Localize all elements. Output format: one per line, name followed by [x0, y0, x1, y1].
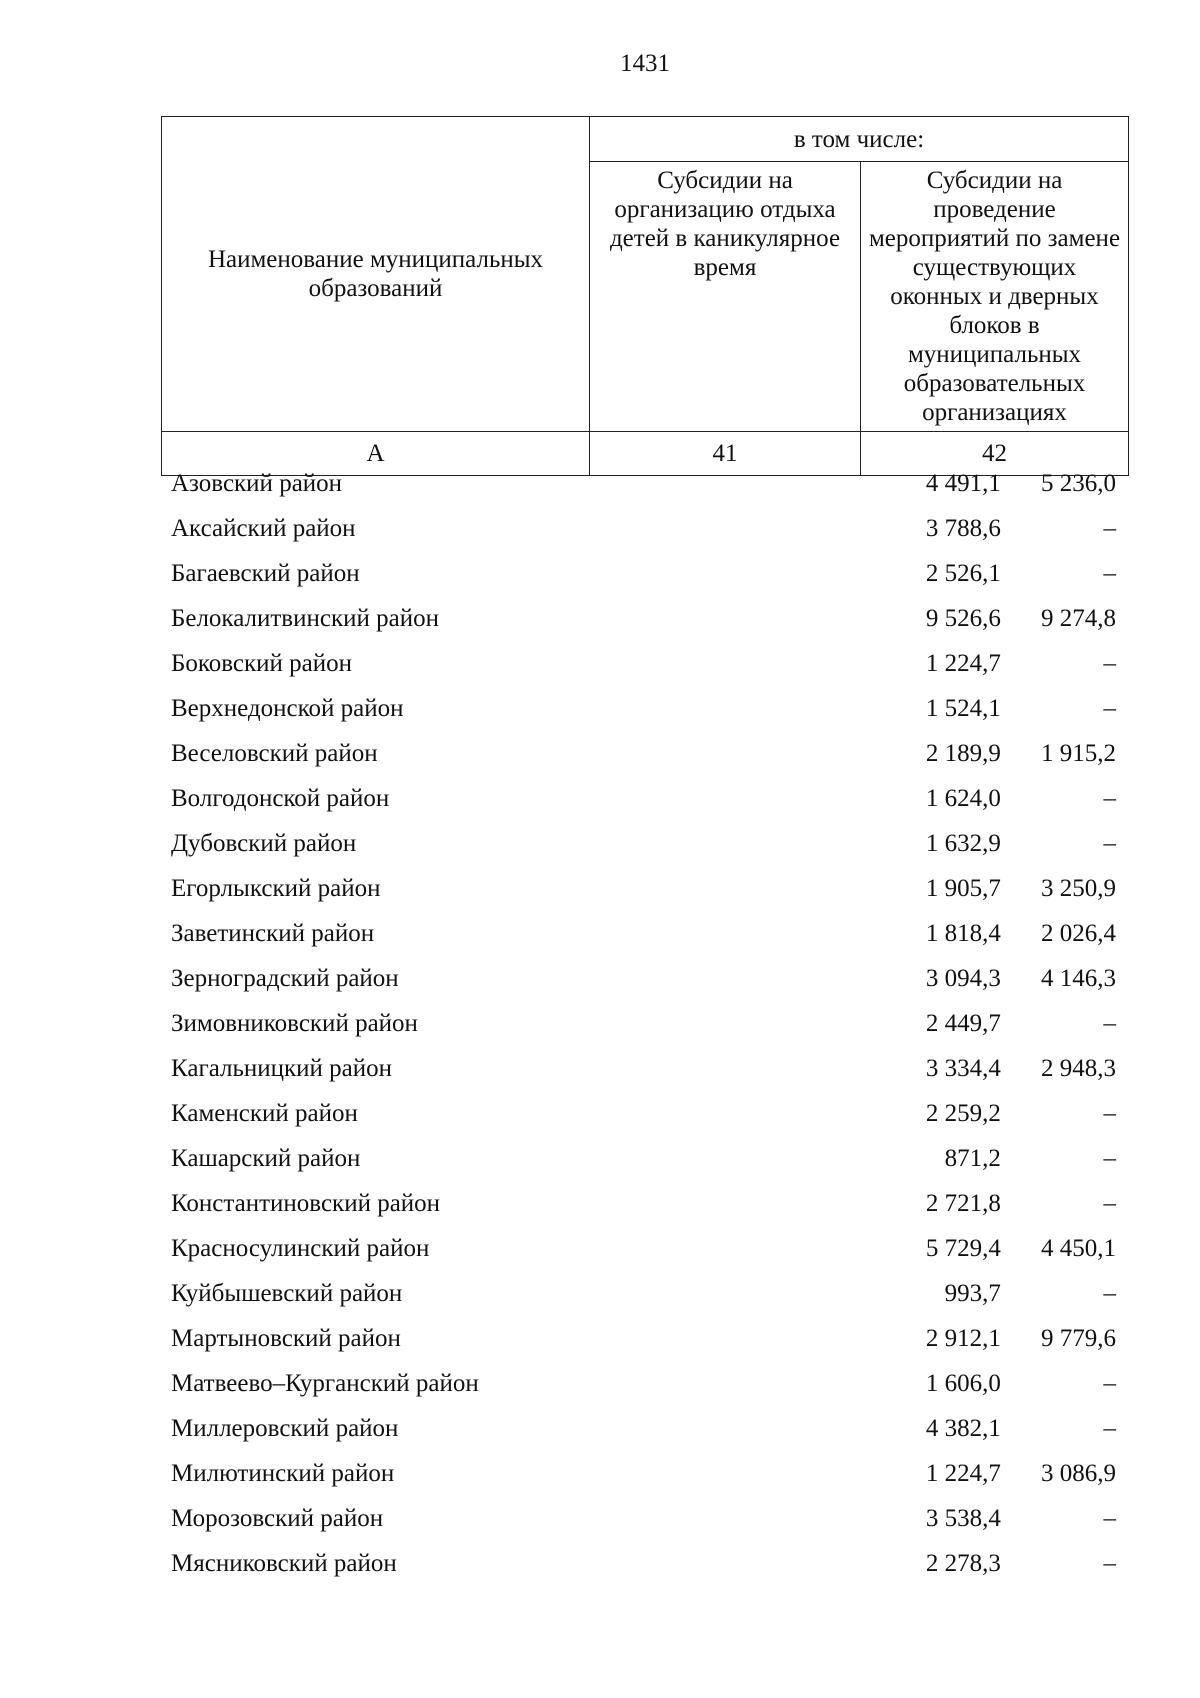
- table-row: [161, 1046, 1128, 1091]
- row-value-41: 4 382,1: [925, 1415, 1001, 1442]
- row-value-42: –: [1103, 560, 1116, 587]
- header-num-42: 42: [861, 432, 1129, 476]
- table-row: [161, 1361, 1128, 1406]
- table-row: [161, 956, 1128, 1001]
- row-value-42: –: [1103, 1280, 1116, 1307]
- page-number: 1431: [620, 50, 670, 77]
- table-row: [161, 686, 1128, 731]
- header-num-41: 41: [590, 432, 861, 476]
- row-value-42: –: [1103, 1505, 1116, 1532]
- row-value-42: –: [1103, 1010, 1116, 1037]
- row-name: Красносулинский район: [171, 1235, 430, 1262]
- row-name: Милютинский район: [171, 1460, 395, 1487]
- row-value-42: –: [1103, 650, 1116, 677]
- row-name: Боковский район: [171, 650, 352, 677]
- row-name: Багаевский район: [171, 560, 360, 587]
- table-row: [161, 1136, 1128, 1181]
- row-value-41: 2 278,3: [925, 1550, 1001, 1577]
- table-row: [161, 776, 1128, 821]
- row-value-41: 3 538,4: [925, 1505, 1001, 1532]
- row-name: Морозовский район: [171, 1505, 384, 1532]
- header-col-42: Субсидии на проведение мероприятий по замене существующих оконных и дверных блоков в муниципальных образовательных организациях: [861, 162, 1129, 432]
- table-row: [161, 1226, 1128, 1271]
- table-row: [161, 1181, 1128, 1226]
- row-name: Константиновский район: [171, 1190, 441, 1217]
- table-row: [161, 1001, 1128, 1046]
- table-row: [161, 821, 1128, 866]
- table-row: [161, 461, 1128, 506]
- row-value-41: 1 905,7: [925, 875, 1001, 902]
- row-name: Заветинский район: [171, 920, 375, 947]
- row-value-42: 2 948,3: [1041, 1055, 1116, 1082]
- row-value-41: 3 094,3: [925, 965, 1001, 992]
- header-name-column: Наименование муниципальных образований: [162, 117, 590, 432]
- row-name: Веселовский район: [171, 740, 378, 767]
- row-value-42: –: [1103, 1190, 1116, 1217]
- row-name: Аксайский район: [171, 515, 356, 542]
- row-value-41: 3 334,4: [925, 1055, 1001, 1082]
- table-header: [161, 116, 1129, 476]
- row-name: Зимовниковский район: [171, 1010, 418, 1037]
- row-value-42: 4 450,1: [1041, 1235, 1116, 1262]
- table-row: [161, 866, 1128, 911]
- table-row: [161, 1541, 1128, 1586]
- row-value-41: 1 224,7: [925, 650, 1001, 677]
- table-row: [161, 641, 1128, 686]
- row-value-42: –: [1103, 1145, 1116, 1172]
- row-name: Каменский район: [171, 1100, 358, 1127]
- row-value-41: 993,7: [944, 1280, 1001, 1307]
- table-row: [161, 911, 1128, 956]
- row-value-41: 3 788,6: [925, 515, 1001, 542]
- row-value-42: 9 779,6: [1041, 1325, 1116, 1352]
- header-group-label: в том числе:: [590, 117, 1129, 162]
- row-value-42: 1 915,2: [1041, 740, 1116, 767]
- row-value-41: 1 818,4: [925, 920, 1001, 947]
- row-value-42: –: [1103, 515, 1116, 542]
- row-value-42: 9 274,8: [1041, 605, 1116, 632]
- row-value-42: –: [1103, 785, 1116, 812]
- row-value-41: 1 606,0: [925, 1370, 1001, 1397]
- row-name: Зерноградский район: [171, 965, 399, 992]
- row-value-41: 1 224,7: [925, 1460, 1001, 1487]
- row-value-42: –: [1103, 1100, 1116, 1127]
- row-value-42: 3 086,9: [1041, 1460, 1116, 1487]
- header-col-41: Субсидии на организацию отдыха детей в каникулярное время: [590, 162, 861, 432]
- row-value-42: –: [1103, 695, 1116, 722]
- row-value-41: 2 526,1: [925, 560, 1001, 587]
- table-row: [161, 1496, 1128, 1541]
- row-name: Матвеево–Курганский район: [171, 1370, 479, 1397]
- row-value-41: 5 729,4: [925, 1235, 1001, 1262]
- row-value-42: –: [1103, 830, 1116, 857]
- row-value-41: 2 189,9: [925, 740, 1001, 767]
- row-name: Белокалитвинский район: [171, 605, 439, 632]
- row-name: Миллеровский район: [171, 1415, 399, 1442]
- row-value-42: –: [1103, 1550, 1116, 1577]
- table-body: [161, 461, 1128, 1586]
- row-value-41: 2 449,7: [925, 1010, 1001, 1037]
- header-num-a: А: [162, 432, 590, 476]
- row-name: Азовский район: [171, 470, 343, 497]
- row-value-42: –: [1103, 1370, 1116, 1397]
- row-name: Мартыновский район: [171, 1325, 401, 1352]
- row-value-41: 2 912,1: [925, 1325, 1001, 1352]
- row-value-41: 1 624,0: [925, 785, 1001, 812]
- row-name: Кашарский район: [171, 1145, 361, 1172]
- row-value-41: 4 491,1: [925, 470, 1001, 497]
- row-value-41: 871,2: [944, 1145, 1001, 1172]
- table-row: [161, 1451, 1128, 1496]
- table-row: [161, 731, 1128, 776]
- row-value-42: 2 026,4: [1041, 920, 1116, 947]
- table-row: [161, 506, 1128, 551]
- row-value-41: 2 259,2: [925, 1100, 1001, 1127]
- table-row: [161, 1091, 1128, 1136]
- row-value-41: 1 524,1: [925, 695, 1001, 722]
- row-name: Егорлыкский район: [171, 875, 381, 902]
- row-value-42: 3 250,9: [1041, 875, 1116, 902]
- table-row: [161, 551, 1128, 596]
- table-row: [161, 1406, 1128, 1451]
- table-row: [161, 1316, 1128, 1361]
- row-value-42: 4 146,3: [1041, 965, 1116, 992]
- row-name: Кагальницкий район: [171, 1055, 393, 1082]
- row-name: Куйбышевский район: [171, 1280, 403, 1307]
- row-value-41: 2 721,8: [925, 1190, 1001, 1217]
- table-row: [161, 596, 1128, 641]
- row-name: Дубовский район: [171, 830, 357, 857]
- row-name: Волгодонской район: [171, 785, 390, 812]
- row-value-42: –: [1103, 1415, 1116, 1442]
- table-row: [161, 1271, 1128, 1316]
- row-name: Верхнедонской район: [171, 695, 404, 722]
- row-name: Мясниковский район: [171, 1550, 397, 1577]
- row-value-42: 5 236,0: [1041, 470, 1116, 497]
- row-value-41: 1 632,9: [925, 830, 1001, 857]
- row-value-41: 9 526,6: [925, 605, 1001, 632]
